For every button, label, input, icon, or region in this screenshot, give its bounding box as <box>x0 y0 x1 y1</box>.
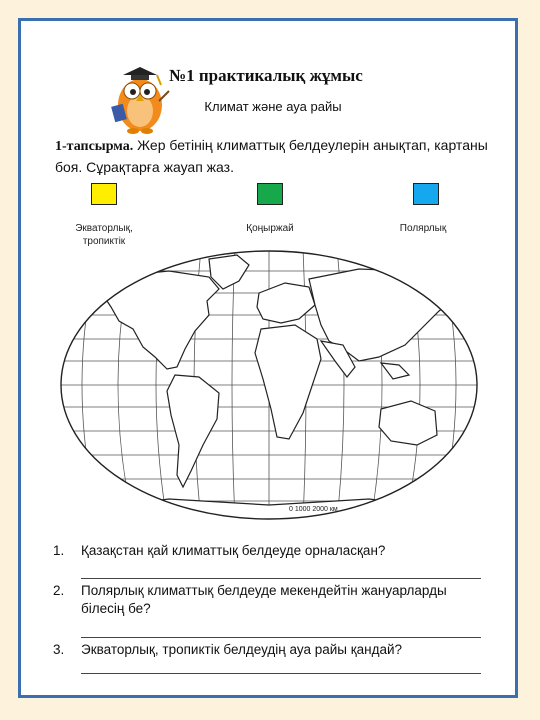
question-1-number: 1. <box>53 543 65 558</box>
legend-label-equatorial: Экваторлық, тропиктік <box>75 223 133 247</box>
world-outline-map[interactable] <box>59 249 479 521</box>
answer-line-1[interactable] <box>81 578 481 579</box>
question-3-text: Экваторлық, тропиктік белдеудің ауа райы қандай? <box>81 642 403 657</box>
page-subtitle: Климат және ауа райы <box>204 99 342 114</box>
map-continents <box>89 255 459 521</box>
legend-swatch-equatorial[interactable] <box>91 183 117 205</box>
task-instruction <box>55 135 495 177</box>
question-2-text: Полярлық климаттық белдеуде мекендейтін жануарларды білесің бе? <box>81 583 447 616</box>
legend-swatch-temperate[interactable] <box>257 183 283 205</box>
legend-swatch-polar[interactable] <box>413 183 439 205</box>
task-label: 1-тапсырма. <box>55 139 134 154</box>
answer-line-2[interactable] <box>81 637 481 638</box>
question-1-text: Қазақстан қай климаттық белдеуде орналасқан? <box>81 543 386 558</box>
map-scale-label: 0 1000 2000 км <box>289 506 338 513</box>
task-text: Жер бетінің климаттық белдеулерін анықтап, картаны боя. Сұрақтарға жауап жаз. <box>55 137 488 175</box>
owl-teacher-icon <box>109 55 171 135</box>
worksheet <box>18 18 518 698</box>
answer-line-3[interactable] <box>81 673 481 674</box>
question-2-number: 2. <box>53 583 65 598</box>
legend-label-polar: Полярлық <box>399 223 447 234</box>
legend-label-temperate: Қоңыржай <box>246 223 294 234</box>
question-3-number: 3. <box>53 642 65 657</box>
page-title: №1 практикалық жұмыс <box>169 66 363 85</box>
